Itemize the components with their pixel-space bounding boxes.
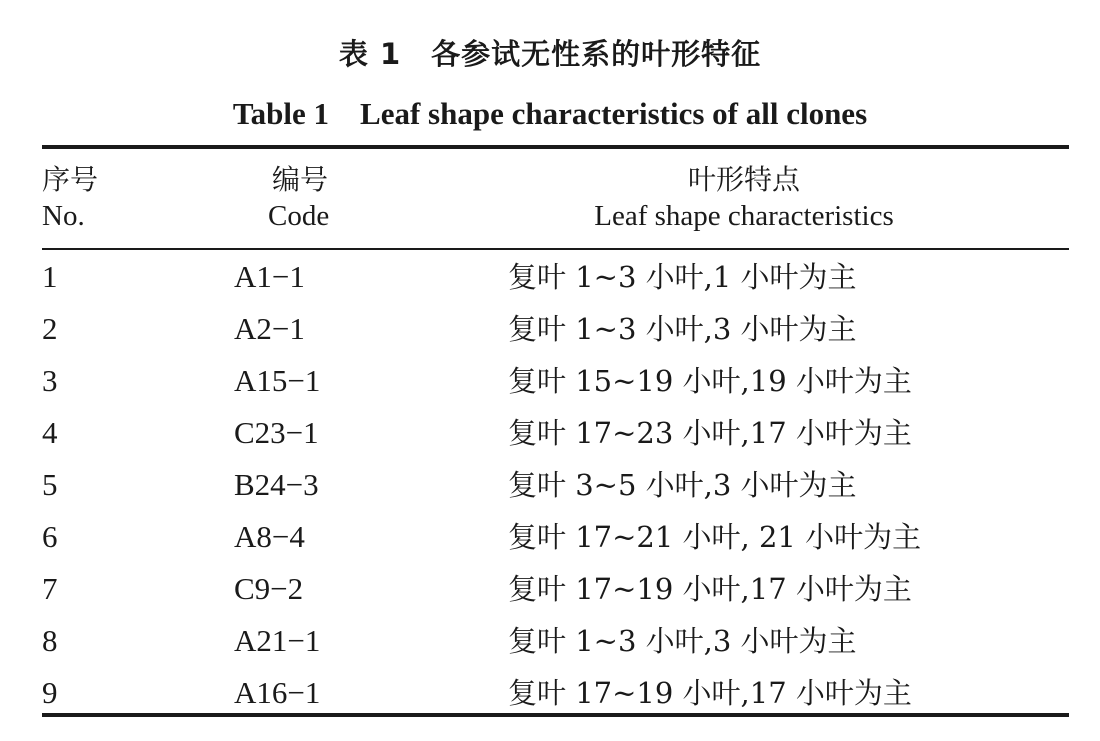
cell-no: 5 [42,467,58,502]
cell-no: 2 [42,311,58,346]
table-top-rule [42,145,1069,149]
table-bottom-rule [42,713,1069,717]
cell-code: A15−1 [234,363,321,398]
cell-leaf-shape: 复叶 3~5 小叶,3 小叶为主 [508,468,857,502]
column-header-code [268,162,329,234]
cell-no: 3 [42,363,58,398]
column-header-no-cn: 序号 [42,163,99,196]
table-row [0,512,1100,564]
cell-code: C9−2 [234,571,304,606]
table-row [0,408,1100,460]
column-header-no [42,162,98,234]
cell-leaf-shape: 复叶 17~19 小叶,17 小叶为主 [508,572,912,606]
cell-code: A16−1 [234,675,321,710]
column-header-leaf-shape-en: Leaf shape characteristics [594,200,894,232]
table-title-english: Table 1 Leaf shape characteristics of all clones [232,96,868,131]
cell-code: B24−3 [234,467,319,502]
cell-code: C23−1 [234,415,319,450]
column-header-no-en: No. [42,200,85,232]
cell-code: A2−1 [234,311,305,346]
cell-leaf-shape: 复叶 17~23 小叶,17 小叶为主 [508,416,912,450]
cell-no: 6 [42,519,58,554]
cell-leaf-shape: 复叶 1~3 小叶,1 小叶为主 [508,260,857,294]
cell-leaf-shape: 复叶 1~3 小叶,3 小叶为主 [508,624,857,658]
cell-no: 1 [42,259,58,294]
cell-no: 8 [42,623,58,658]
column-header-code-cn: 编号 [272,163,329,196]
cell-code: A8−4 [234,519,305,554]
table-row [0,252,1100,304]
table-row [0,616,1100,668]
table-row [0,304,1100,356]
cell-no: 4 [42,415,58,450]
column-header-leaf-shape-cn: 叶形特点 [687,163,800,196]
cell-code: A21−1 [234,623,321,658]
cell-leaf-shape: 复叶 15~19 小叶,19 小叶为主 [508,364,912,398]
column-header-code-en: Code [268,200,330,232]
cell-leaf-shape: 复叶 1~3 小叶,3 小叶为主 [508,312,857,346]
table-title-chinese: 表 1 各参试无性系的叶形特征 [338,37,762,71]
table-row [0,564,1100,616]
cell-leaf-shape: 复叶 17~21 小叶, 21 小叶为主 [508,520,922,554]
table-header-rule [42,248,1069,250]
table-body [0,252,1100,720]
cell-code: A1−1 [234,259,305,294]
cell-leaf-shape: 复叶 17~19 小叶,17 小叶为主 [508,676,912,710]
cell-no: 7 [42,571,58,606]
table-row [0,460,1100,512]
column-header-leaf-shape [574,162,914,234]
cell-no: 9 [42,675,58,710]
table-row [0,356,1100,408]
